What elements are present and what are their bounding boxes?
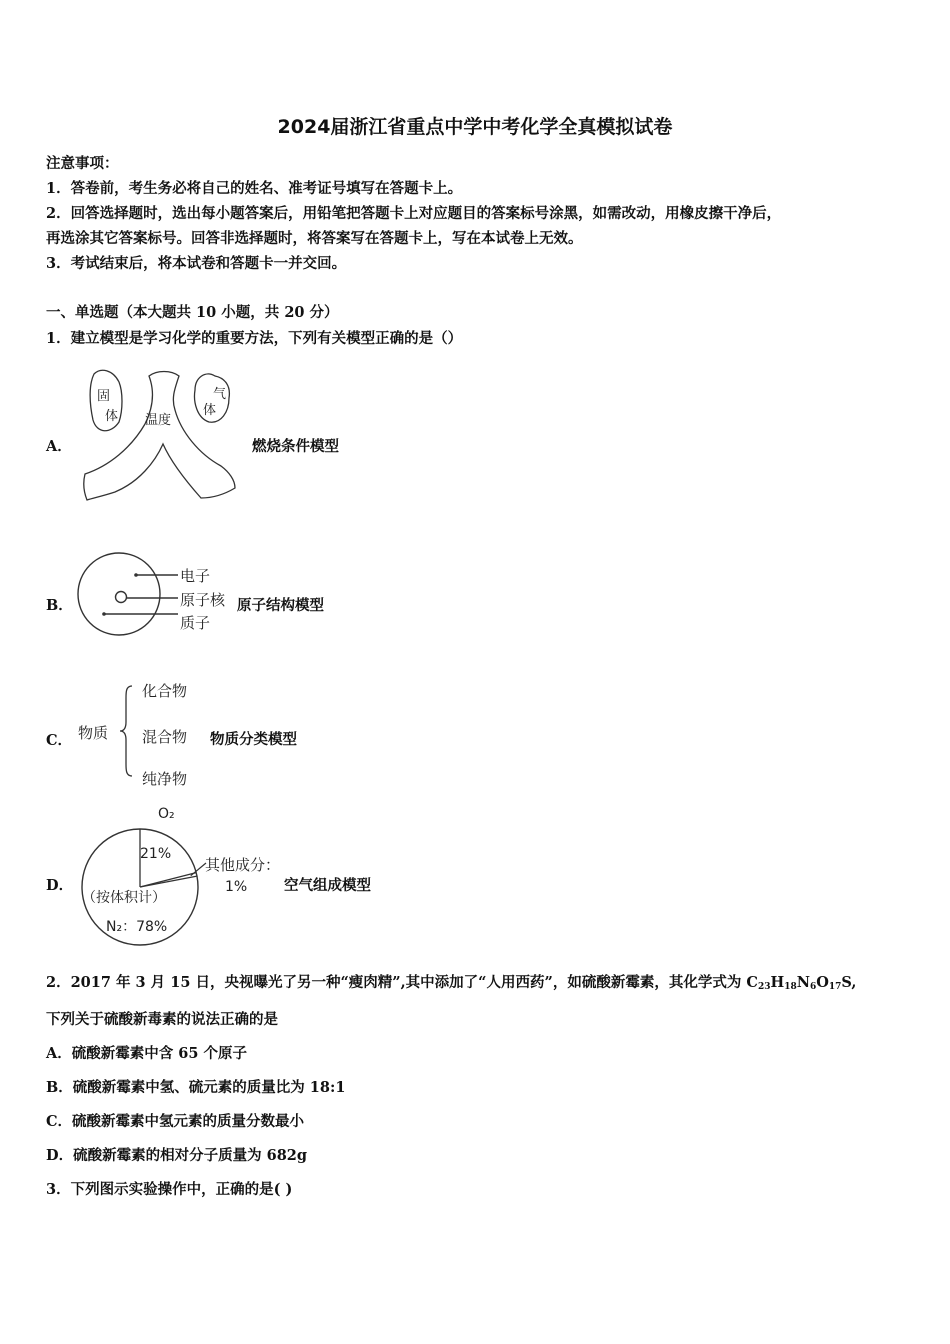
pie-divider [140, 876, 197, 887]
fig-c-branch: 化合物 [142, 682, 188, 700]
pie-label-other-pct: 1% [225, 879, 248, 895]
notice-heading: 注意事项： [46, 155, 119, 172]
question-1-stem: 1．建立模型是学习化学的重要方法，下列有关模型正确的是（） [46, 330, 463, 347]
notice-item: 2．回答选择题时，选出每小题答案后，用铅笔把答题卡上对应题目的答案标号涂黑，如需改动，用橡皮擦干净后， [46, 205, 782, 222]
fig-c-branch: 纯净物 [142, 770, 188, 788]
fire-triangle-figure [75, 362, 240, 507]
pie-label-o2-pct: 21% [140, 846, 172, 862]
option-b-caption: 原子结构模型 [237, 597, 324, 614]
question-2-option-d: D．硫酸新霉素的相对分子质量为 682g [46, 1147, 308, 1164]
option-c-letter: C． [46, 732, 73, 749]
pie-label-n2: N₂：78% [106, 919, 168, 935]
option-c-caption: 物质分类模型 [210, 731, 297, 748]
fig-c-branch: 混合物 [142, 728, 188, 746]
question-2-option-c: C．硫酸新霉素中氢元素的质量分数最小 [46, 1113, 305, 1130]
notice-item: 再选涂其它答案标号。回答非选择题时，将答案写在答题卡上，写在本试卷上无效。 [46, 230, 583, 247]
page-title: 2024届浙江省重点中学中考化学全真模拟试卷 [277, 116, 673, 138]
pie-label-o2: O₂ [158, 806, 175, 822]
option-d-caption: 空气组成模型 [284, 877, 371, 894]
question-3-stem: 3．下列图示实验操作中，正确的是( ) [46, 1181, 293, 1198]
question-2-option-a: A．硫酸新霉素中含 65 个原子 [46, 1045, 248, 1062]
fig-a-text: 温度 [145, 413, 172, 428]
notice-item: 3．考试结束后，将本试卷和答题卡一并交回。 [46, 255, 347, 272]
question-2-option-b: B．硫酸新霉素中氢、硫元素的质量比为 18:1 [46, 1079, 346, 1096]
fig-a-text: 体 [105, 409, 119, 424]
question-2-stem: 2．2017 年 3 月 15 日，央视曝光了另一种“瘦肉精”,其中添加了“人用西药”，如硫酸新霉素，其化学式为 $C_{23}H_{18}N_6O_{17}S$, [46, 974, 857, 992]
brace-icon [118, 684, 138, 778]
fig-c-root: 物质 [78, 724, 109, 742]
fig-b-label: 质子 [180, 614, 211, 632]
option-a-letter: A． [46, 438, 72, 455]
notice-item: 1．答卷前，考生务必将自己的姓名、准考证号填写在答题卡上。 [46, 180, 463, 197]
option-b-letter: B． [46, 597, 73, 614]
pie-label-note: （按体积计） [82, 890, 166, 906]
section-heading: 一、单选题（本大题共 10 小题，共 20 分） [46, 304, 339, 321]
fig-b-label: 电子 [180, 567, 211, 585]
option-d-letter: D． [46, 877, 74, 894]
fig-b-label: 原子核 [180, 591, 226, 609]
pie-label-other: 其他成分： [205, 856, 281, 874]
option-a-caption: 燃烧条件模型 [252, 438, 339, 455]
fig-a-text: 固 [97, 389, 111, 404]
fig-a-text: 体 [203, 403, 217, 418]
fig-a-text: 气 [213, 387, 227, 402]
question-2-stem-line2: 下列关于硫酸新毒素的说法正确的是 [46, 1011, 278, 1028]
